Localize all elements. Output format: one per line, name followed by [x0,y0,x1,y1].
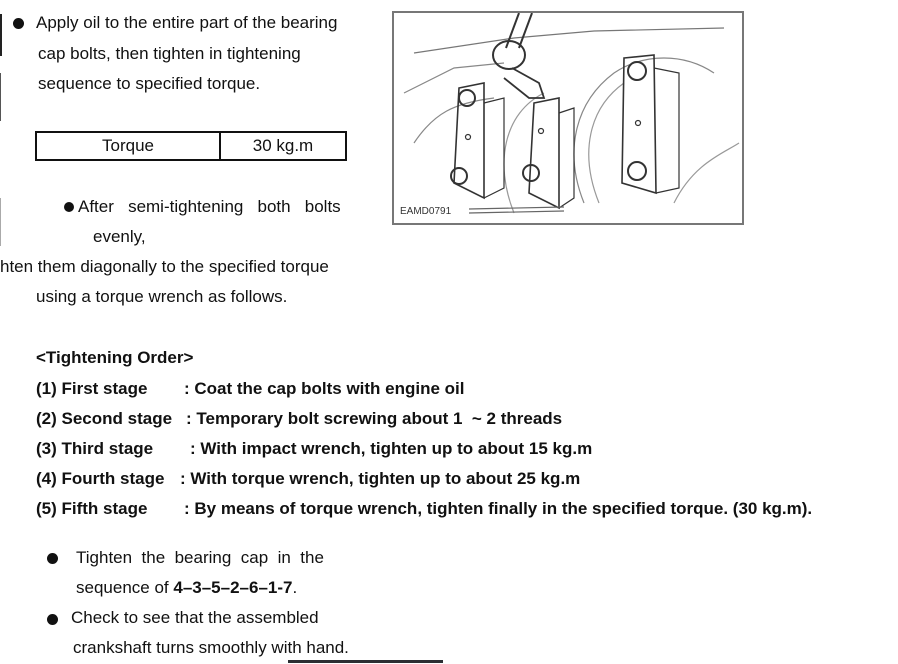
tightening-order-heading: <Tightening Order> [36,348,194,367]
sequence-order: 4–3–5–2–6–1-7 [173,578,293,597]
stage-3-text: : With impact wrench, tighten up to about 15 kg.m [190,439,593,458]
sequence-suffix: . [292,578,298,597]
divider [288,660,443,663]
stage-3-label: (3) Third stage [36,439,154,458]
stage-4-label: (4) Fourth stage [36,469,165,488]
apply-oil-line2: cap bolts, then tighten in tightening [38,44,301,63]
check-line2: crankshaft turns smoothly with hand. [73,638,349,657]
bearing-cap-figure [392,11,744,225]
sequence-prefix: sequence of [76,578,174,597]
stage-5-text: : By means of torque wrench, tighten finally in the specified torque. (30 kg.m). [184,499,813,518]
stage-1-text: : Coat the cap bolts with engine oil [184,379,465,398]
torque-value: 30 kg.m [220,132,346,160]
bullet-icon [47,553,58,564]
stage-5-label: (5) Fifth stage [36,499,148,518]
torque-table [35,131,347,161]
check-line1: Check to see that the assembled [71,608,319,627]
torque-label: Torque [36,132,220,160]
stage-4-text: : With torque wrench, tighten up to about 25 kg.m [180,469,581,488]
sequence-line2 [76,578,297,598]
semi-tightening-line4: using a torque wrench as follows. [36,287,288,306]
semi-tightening-line3: hten them diagonally to the specified torque [0,257,329,276]
margin-bar [0,73,1,121]
margin-bar [0,198,1,246]
figure-label: EAMD0791 [400,206,452,217]
bullet-icon [64,202,74,212]
sequence-line1: Tighten the bearing cap in the [76,548,324,567]
apply-oil-line3: sequence to specified torque. [38,74,261,93]
apply-oil-line1: Apply oil to the entire part of the bearing [36,13,338,32]
stage-1-label: (1) First stage [36,379,148,398]
bullet-icon [47,614,58,625]
margin-bar [0,14,2,56]
semi-tightening-line1: After semi-tightening both bolts [78,197,341,216]
torque-row [36,132,346,160]
crankshaft-illustration [394,13,742,223]
semi-tightening-line2: evenly, [93,227,146,246]
bullet-icon [13,18,24,29]
stage-2-text: : Temporary bolt screwing about 1 ~ 2 threads [186,409,563,428]
stage-2-label: (2) Second stage [36,409,173,428]
